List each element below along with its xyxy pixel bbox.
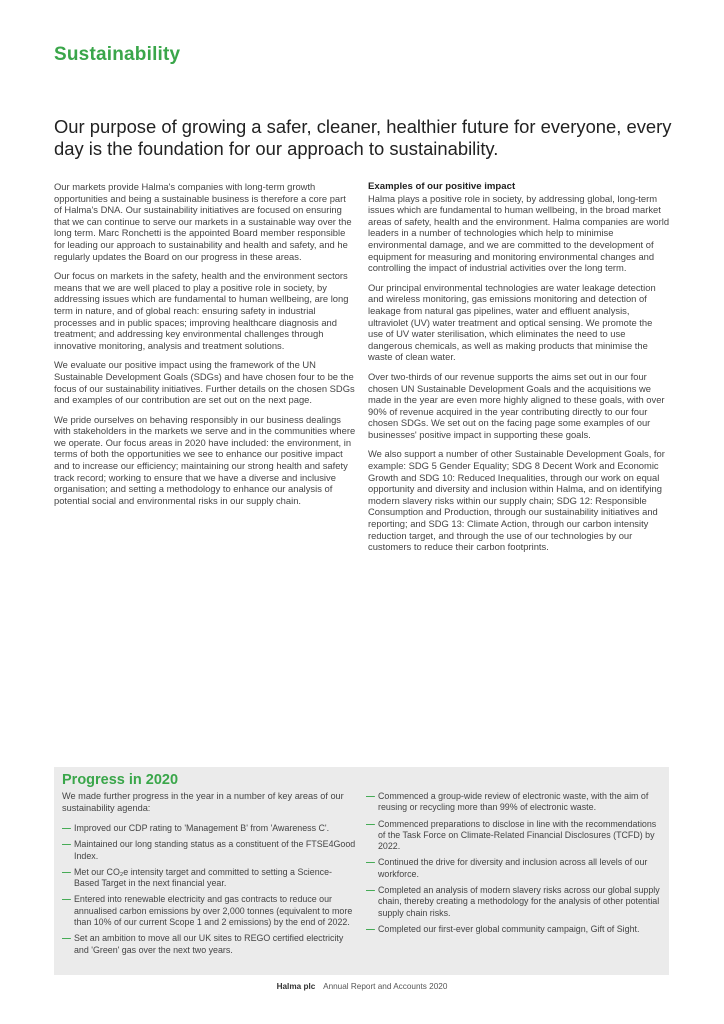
right-column [368, 181, 670, 561]
list-item-text: Completed an analysis of modern slavery risks across our global supply chain, thereby creating a methodology for the analysis of other potential supply chain risks. [378, 885, 660, 918]
list-item [62, 823, 357, 834]
dash-bullet-icon: — [366, 885, 375, 896]
left-paragraph: Our markets provide Halma's companies with long-term growth opportunities and being a sustainable business is therefore a core part of Halma's DNA. Our sustainability initiatives are focused on ensuring that we can continue to serve our markets in a sustainable way over the long term. Marc Ronchetti is the appointed Board member responsible for leading our approach to sustainability and health and safety, and he regularly updates the Board on our progress in these areas. [54, 181, 352, 262]
list-item [62, 933, 357, 956]
progress-intro: We made further progress in the year in a number of key areas of our sustainability agenda: [62, 791, 344, 813]
footer-report-title: Annual Report and Accounts 2020 [323, 982, 448, 991]
dash-bullet-icon: — [366, 923, 375, 934]
list-item-text: Maintained our long standing status as a constituent of the FTSE4Good Index. [74, 839, 356, 861]
right-paragraph: We also support a number of other Sustainable Development Goals, for example: SDG 5 Gender Equality; SDG 8 Decent Work and Economic Growth and SDG 10: Reduced Inequalities, through our work on equal opportunity and diversity and inclusion within Halma, and on identifying modern slavery risks within our supply chain; SDG 12: Responsible Consumption and Production, through our sustainability initiatives and reporting; and SDG 13: Climate Action, through our carbon intensity reduction target, and through the use of our technologies by our customers to reduce their carbon footprints. [368, 448, 665, 553]
section-title: Sustainability [54, 44, 181, 65]
list-item [366, 857, 662, 880]
right-paragraph: Halma plays a positive role in society, by addressing global, long-term issues which are fundamental to human wellbeing, in the broad market areas of safety, health and the environment. Halma companies are world leaders in a number of technologies which help to minimise environmental damage, and we are committed to the development of equipment for measuring and monitoring environmental changes and controlling the impact of industrial activities over the long term. [368, 192, 670, 274]
dash-bullet-icon: — [62, 933, 71, 944]
list-item [62, 894, 357, 928]
list-item-text: Commenced preparations to disclose in line with the recommendations of the Task Force on Climate-Related Financial Disclosures (TCFD) by 2022. [378, 818, 657, 852]
list-item [366, 791, 662, 814]
dash-bullet-icon: — [62, 866, 71, 877]
progress-list-left [62, 823, 357, 961]
list-item [366, 924, 662, 935]
list-item-text: Completed our first-ever global community campaign, Gift of Sight. [378, 923, 640, 934]
page-headline: Our purpose of growing a safer, cleaner, healthier future for everyone, every day is the foundation for our approach to sustainability. [54, 116, 672, 159]
left-paragraph: We pride ourselves on behaving responsibly in our business dealings with stakeholders in the markets we serve and in the communities where we operate. Our focus areas in 2020 have included: the environment, in terms of both the opportunities we see to enhance our positive impact and to increase our efficiency; maintaining our strong health and safety track record; working to ensure that we have a diverse and inclusive organisation; and setting a methodology to enhance our analysis of potential social and environmental risks in our supply chain. [54, 413, 356, 506]
list-item-text: Continued the drive for diversity and inclusion across all levels of our workforce. [378, 857, 648, 879]
list-item-text: Commenced a group-wide review of electronic waste, with the aim of reusing or recycling more than 99% of electronic waste. [378, 791, 649, 813]
left-column [54, 181, 356, 514]
left-paragraph: We evaluate our positive impact using the framework of the UN Sustainable Development Goals (SDGs) and have chosen four to be the focus of our sustainability initiatives. Further details on the chosen SDGs and examples of our contribution are set out on the next page. [54, 359, 355, 406]
right-paragraph: Our principal environmental technologies are water leakage detection and wireless monitoring, gas emissions monitoring and detection of leakage from natural gas pipelines, water and effluent analysis, ultraviolet (UV) water treatment and optical sensing. We promote the use of UV water sterilisation, which eliminates the need to use dangerous chemicals, as well as making products that minimise the waste of clean water. [368, 281, 656, 363]
list-item-text: Improved our CDP rating to 'Management B' from 'Awareness C'. [74, 823, 330, 833]
dash-bullet-icon: — [366, 791, 375, 801]
list-item [366, 819, 662, 853]
list-item [62, 867, 357, 890]
page-footer [0, 982, 724, 991]
dash-bullet-icon: — [366, 818, 375, 829]
list-item-text: Set an ambition to move all our UK sites to REGO certified electricity and 'Green' gas over the next two years. [74, 933, 344, 955]
dash-bullet-icon: — [62, 894, 71, 905]
dash-bullet-icon: — [62, 823, 71, 833]
list-item [62, 839, 357, 862]
right-paragraph: Over two-thirds of our revenue supports the aims set out in our four chosen UN Sustainable Development Goals and the acquisitions we made in the year are even more highly aligned to these goals, with over 90% of revenue acquired in the year contributing directly to our four chosen SDGs. We set out on the facing page some examples of our businesses' positive impact in supporting these goals. [368, 370, 665, 440]
positive-impact-subheading: Examples of our positive impact [368, 181, 516, 192]
list-item-text: Met our CO₂e intensity target and committed to setting a Science-Based Target in the next financial year. [74, 866, 332, 889]
list-item-text: Entered into renewable electricity and gas contracts to reduce our annualised carbon emissions by over 2,000 tonnes (equivalent to more than 10% of our current Scope 1 and 2 emissions) by the end of 2022. [74, 894, 353, 928]
progress-panel [54, 767, 669, 975]
dash-bullet-icon: — [62, 839, 71, 850]
left-paragraph: Our focus on markets in the safety, health and the environment sectors means that we are well placed to play a positive role in society, by addressing issues which are fundamental to human wellbeing, are long term in nature, and of global reach: ensuring safety in industrial processes and in public spaces; improving healthcare diagnosis and treatment; and addressing key environmental challenges through innovative monitoring, analysis and treatment solutions. [54, 270, 349, 351]
list-item [366, 885, 662, 919]
dash-bullet-icon: — [366, 857, 375, 868]
footer-brand: Halma plc [276, 982, 316, 991]
progress-list-right [366, 791, 662, 940]
progress-title: Progress in 2020 [62, 772, 179, 788]
